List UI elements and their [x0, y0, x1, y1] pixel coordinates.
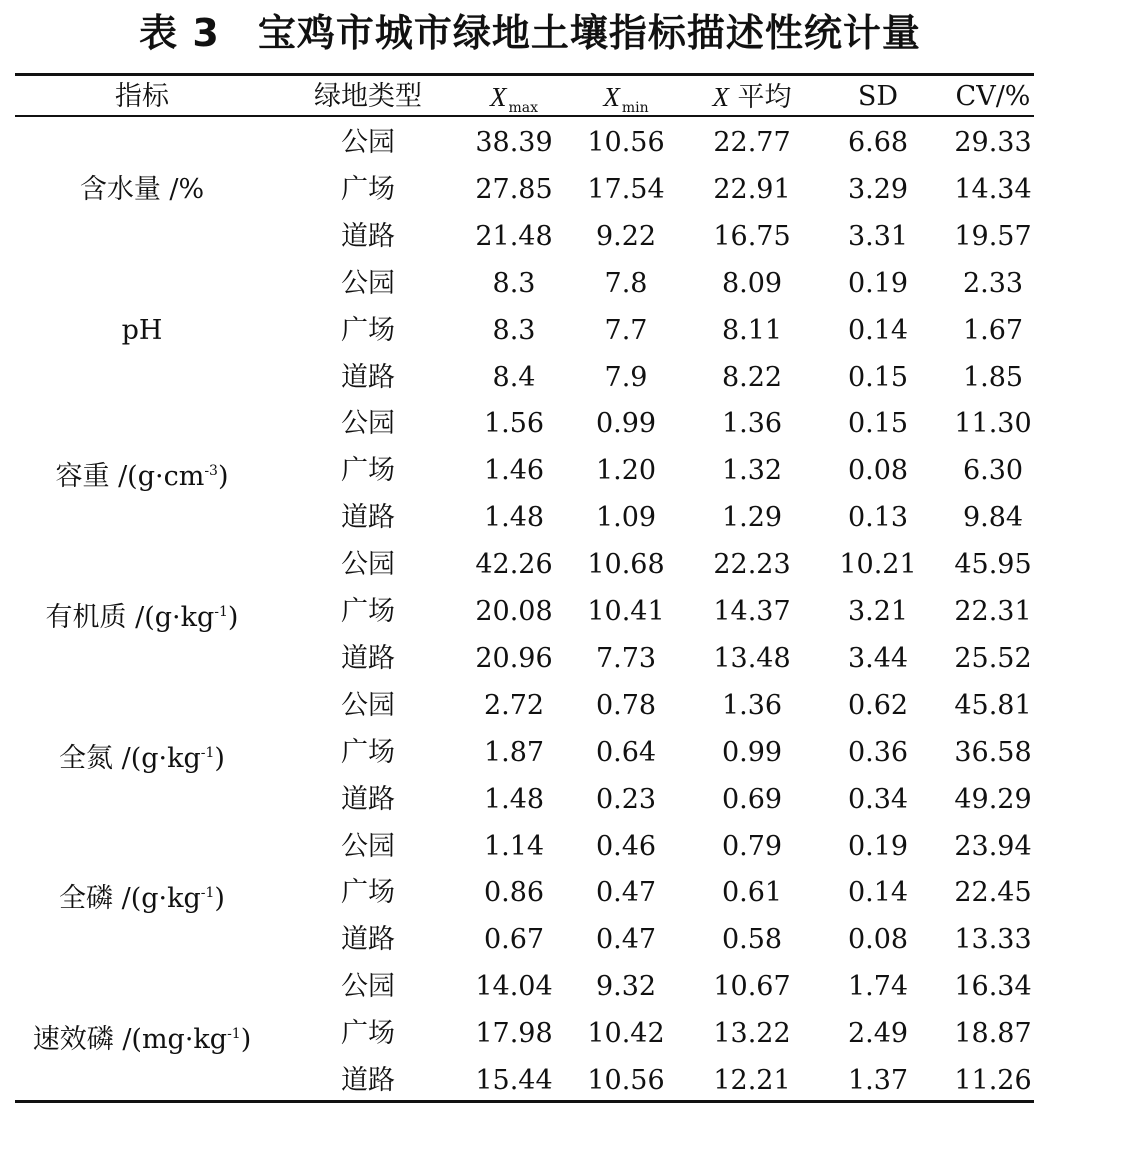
type-cell: 道路 — [341, 1065, 395, 1096]
xmin-cell: 10.56 — [587, 127, 665, 158]
xavg-cell: 16.75 — [713, 220, 791, 252]
indicator-name: 含水量 /% — [79, 173, 205, 205]
xmin-cell: 1.20 — [595, 455, 657, 487]
cv-cell: 23.94 — [954, 830, 1032, 862]
sd-cell: 1.74 — [847, 971, 909, 1003]
cv-cell: 29.33 — [954, 127, 1032, 158]
sd-cell: 1.37 — [847, 1065, 909, 1096]
cv-cell: 11.30 — [954, 408, 1032, 440]
xmin-cell: 0.23 — [595, 783, 657, 815]
cv-cell: 49.29 — [954, 783, 1032, 815]
xmax-cell: 1.48 — [483, 502, 545, 534]
type-cell: 广场 — [341, 877, 395, 909]
type-cell: 广场 — [341, 1018, 395, 1050]
sd-cell: 0.19 — [847, 267, 909, 299]
xavg-cell: 8.22 — [721, 361, 783, 393]
sd-cell: 3.29 — [847, 173, 909, 205]
type-cell: 道路 — [341, 220, 395, 252]
xmax-cell: 38.39 — [475, 127, 553, 158]
cv-cell: 36.58 — [954, 736, 1032, 768]
xmin-cell: 0.46 — [595, 830, 657, 862]
sd-cell: 0.36 — [847, 736, 909, 768]
xmax-cell: 17.98 — [475, 1018, 553, 1050]
xmin-cell: 9.22 — [595, 220, 657, 252]
cv-cell: 16.34 — [954, 971, 1032, 1003]
xmax-cell: 0.86 — [483, 877, 545, 909]
type-cell: 广场 — [341, 314, 395, 346]
type-cell: 道路 — [341, 783, 395, 815]
sd-cell: 0.14 — [847, 314, 909, 346]
type-cell: 公园 — [341, 830, 395, 862]
header-sd: SD — [857, 81, 899, 112]
cv-cell: 1.67 — [962, 314, 1024, 346]
xmin-cell: 10.41 — [587, 596, 665, 627]
xmax-cell: 2.72 — [483, 689, 545, 721]
xmax-cell: 21.48 — [475, 220, 553, 252]
xmax-cell: 15.44 — [475, 1065, 553, 1096]
xmin-cell: 7.9 — [604, 361, 648, 393]
xmax-cell: 8.3 — [492, 314, 536, 346]
cv-cell: 18.87 — [954, 1018, 1032, 1050]
sd-cell: 10.21 — [839, 549, 917, 581]
type-cell: 公园 — [341, 267, 395, 299]
bottom-rule — [15, 1100, 1034, 1103]
type-cell: 广场 — [341, 596, 395, 627]
indicator-name: 速效磷 $/(mg\cdot kg^{-1})$ — [32, 1024, 252, 1056]
header-greenland-type: 绿地类型 — [314, 81, 422, 112]
xmin-cell: 9.32 — [595, 971, 657, 1003]
xmin-cell: 17.54 — [587, 173, 665, 205]
cv-cell: 9.84 — [962, 502, 1024, 534]
cv-cell: 22.31 — [954, 596, 1032, 627]
cv-cell: 13.33 — [954, 924, 1032, 956]
indicator-name: 全磷 $/(g\cdot kg^{-1})$ — [59, 883, 225, 915]
header-indicator: 指标 — [115, 81, 169, 112]
cv-cell: 2.33 — [962, 267, 1024, 299]
cv-cell: 45.95 — [954, 549, 1032, 581]
sd-cell: 3.21 — [847, 596, 909, 627]
type-cell: 公园 — [341, 689, 395, 721]
cv-cell: 1.85 — [962, 361, 1024, 393]
xmin-cell: 10.68 — [587, 549, 665, 581]
xmin-cell: 10.56 — [587, 1065, 665, 1096]
xmax-cell: 8.3 — [492, 267, 536, 299]
type-cell: 公园 — [341, 971, 395, 1003]
xmax-cell: 0.67 — [483, 924, 545, 956]
cv-cell: 22.45 — [954, 877, 1032, 909]
xmin-cell: 1.09 — [595, 502, 657, 534]
xmin-cell: 7.73 — [595, 642, 657, 674]
xavg-cell: 10.67 — [713, 971, 791, 1003]
xmin-cell: 0.78 — [595, 689, 657, 721]
xavg-cell: 14.37 — [713, 596, 791, 627]
xavg-cell: 22.77 — [713, 127, 791, 158]
indicator-name: pH — [121, 314, 163, 346]
cv-cell: 11.26 — [954, 1065, 1032, 1096]
xavg-cell: 0.61 — [721, 877, 783, 909]
sd-cell: 3.31 — [847, 220, 909, 252]
xavg-cell: 0.79 — [721, 830, 783, 862]
header-xmin: X $_{min}$ — [603, 82, 649, 116]
xmax-cell: 42.26 — [475, 549, 553, 581]
xmax-cell: 1.56 — [483, 408, 545, 440]
xmax-cell: 20.96 — [475, 642, 553, 674]
type-cell: 公园 — [341, 408, 395, 440]
indicator-name: 有机质 $/(g\cdot kg^{-1})$ — [45, 602, 239, 633]
xavg-cell: 22.23 — [713, 549, 791, 581]
sd-cell: 2.49 — [847, 1018, 909, 1050]
indicator-name: 容重 $/(g\cdot cm^{-3})$ — [55, 461, 229, 493]
type-cell: 广场 — [341, 455, 395, 487]
xmax-cell: 20.08 — [475, 596, 553, 627]
sd-cell: 0.14 — [847, 877, 909, 909]
xavg-cell: 8.09 — [721, 267, 783, 299]
xmax-cell: 1.87 — [483, 736, 545, 768]
xmin-cell: 0.47 — [595, 877, 657, 909]
xmin-cell: 0.99 — [595, 408, 657, 440]
sd-cell: 0.13 — [847, 502, 909, 534]
cv-cell: 45.81 — [954, 689, 1032, 721]
xmin-cell: 7.8 — [604, 267, 648, 299]
sd-cell: 0.08 — [847, 924, 909, 956]
type-cell: 公园 — [341, 549, 395, 581]
sd-cell: 0.15 — [847, 361, 909, 393]
top-rule — [15, 73, 1034, 76]
xmax-cell: 14.04 — [475, 971, 553, 1003]
xmax-cell: 27.85 — [475, 173, 553, 205]
xavg-cell: 13.22 — [713, 1018, 791, 1050]
xavg-cell: 12.21 — [713, 1065, 791, 1096]
type-cell: 广场 — [341, 173, 395, 205]
xmin-cell: 0.64 — [595, 736, 657, 768]
sd-cell: 0.62 — [847, 689, 909, 721]
xmin-cell: 7.7 — [604, 314, 648, 346]
cv-cell: 19.57 — [954, 220, 1032, 252]
sd-cell: 0.15 — [847, 408, 909, 440]
table-caption: 宝鸡市城市绿地土壤指标描述性统计量 — [257, 11, 921, 55]
sd-cell: 0.08 — [847, 455, 909, 487]
xavg-cell: 8.11 — [721, 314, 783, 346]
xmin-cell: 0.47 — [595, 924, 657, 956]
xavg-cell: 1.36 — [721, 689, 783, 721]
xavg-cell: 0.69 — [721, 783, 783, 815]
table-number: 表 3 — [139, 11, 220, 55]
type-cell: 道路 — [341, 924, 395, 956]
type-cell: 广场 — [341, 736, 395, 768]
xavg-cell: 1.32 — [721, 455, 783, 487]
xavg-cell: 22.91 — [713, 173, 791, 205]
xmax-cell: 1.48 — [483, 783, 545, 815]
xavg-cell: 0.58 — [721, 924, 783, 956]
indicator-name: 全氮 $/(g\cdot kg^{-1})$ — [59, 742, 225, 774]
type-cell: 道路 — [341, 502, 395, 534]
type-cell: 道路 — [341, 361, 395, 393]
cv-cell: 25.52 — [954, 642, 1032, 674]
xavg-cell: 13.48 — [713, 642, 791, 674]
xavg-cell: 1.36 — [721, 408, 783, 440]
type-cell: 道路 — [341, 642, 395, 674]
table-title — [0, 2, 1060, 57]
xmax-cell: 8.4 — [492, 361, 536, 393]
sd-cell: 0.19 — [847, 830, 909, 862]
cv-cell: 14.34 — [954, 173, 1032, 205]
sd-cell: 6.68 — [847, 127, 909, 158]
header-xmax: X $_{max}$ — [489, 82, 539, 116]
type-cell: 公园 — [341, 127, 395, 158]
header-xavg: X 平均 — [712, 82, 792, 113]
sd-cell: 3.44 — [847, 642, 909, 674]
cv-cell: 6.30 — [962, 455, 1024, 487]
xavg-cell: 0.99 — [721, 736, 783, 768]
xavg-cell: 1.29 — [721, 502, 783, 534]
header-cv: CV/% — [955, 81, 1031, 112]
sd-cell: 0.34 — [847, 783, 909, 815]
xmax-cell: 1.14 — [483, 830, 545, 862]
xmax-cell: 1.46 — [483, 455, 545, 487]
xmin-cell: 10.42 — [587, 1018, 665, 1050]
